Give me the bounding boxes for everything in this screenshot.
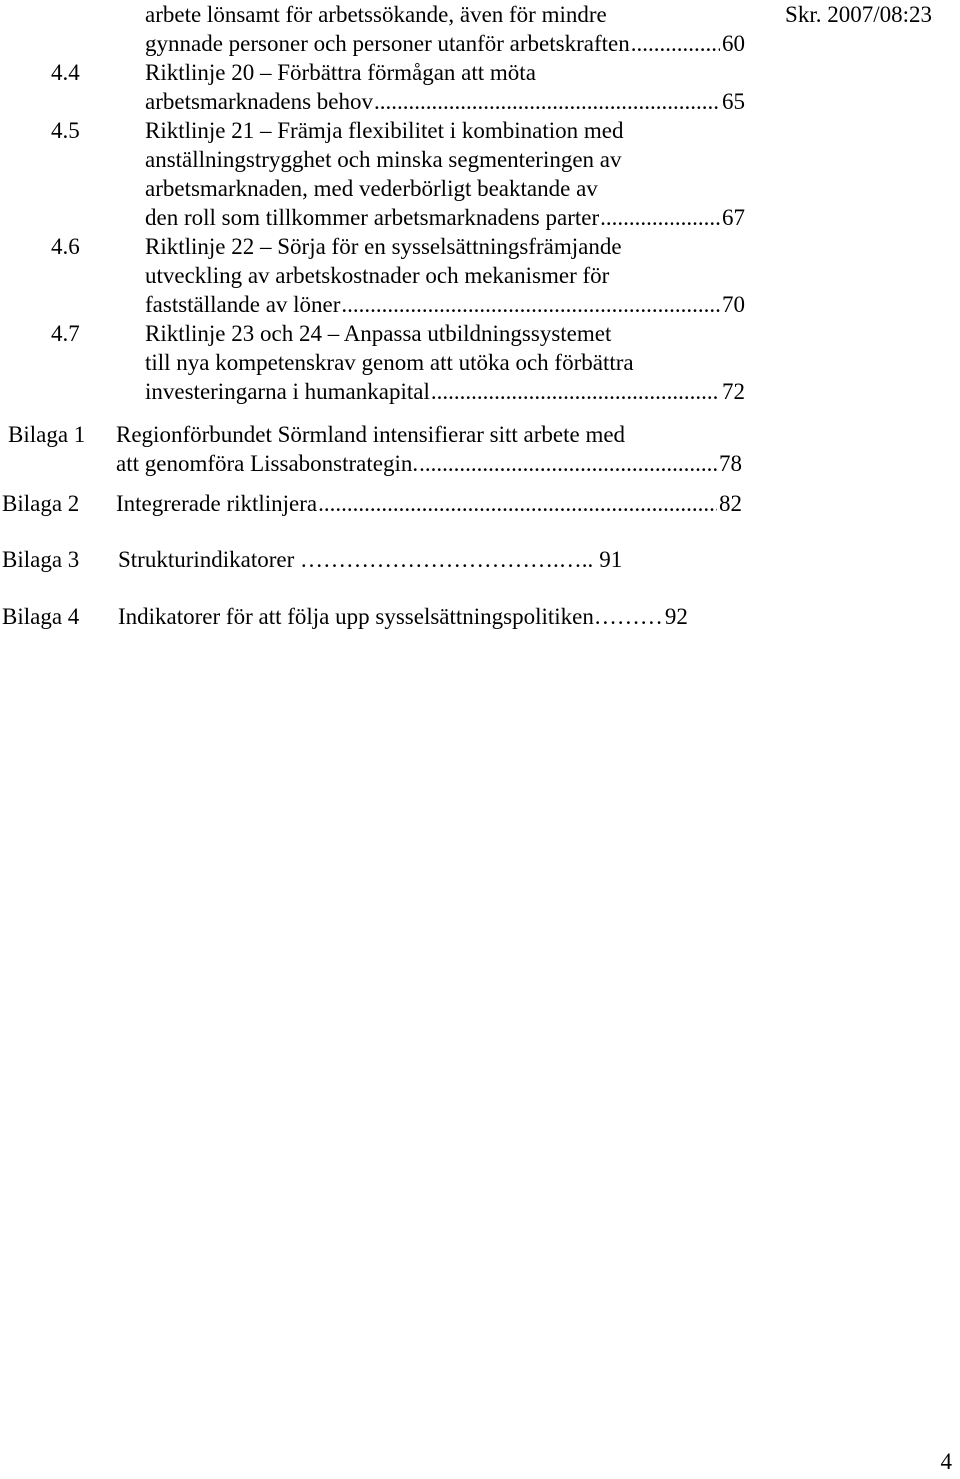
toc-entry-page: 82 [719, 491, 742, 516]
toc-entry-text [145, 319, 745, 406]
toc-entry-line: utveckling av arbetskostnader och mekanismer för [145, 263, 610, 288]
toc-entry-page: 60 [722, 31, 745, 56]
dot-leader [373, 87, 720, 116]
dot-leader [599, 203, 720, 232]
toc-entry-number: 4.7 [51, 321, 80, 346]
toc-entry-line: till nya kompetenskrav genom att utöka och förbättra [145, 350, 634, 375]
toc-entry-line: Regionförbundet Sörmland intensifierar sitt arbete med [116, 422, 626, 447]
toc-entry-title-end: gynnade personer och personer utanför arbetskraften [145, 31, 630, 56]
toc-entry-number: Bilaga 3 [2, 547, 80, 572]
toc-entry-text [118, 545, 742, 574]
dot-leader [418, 449, 717, 478]
toc-entry-title-end: fastställande av löner [145, 292, 341, 317]
toc-entry-title-end: den roll som tillkommer arbetsmarknadens parter [145, 205, 600, 230]
toc-entry-number: Bilaga 2 [2, 491, 80, 516]
toc-entry-page: 72 [722, 379, 745, 404]
toc-entry-title-end: arbetsmarknadens behov [145, 89, 374, 114]
toc-entry-text [145, 116, 745, 232]
toc-entry-line: Riktlinje 22 – Sörja för en sysselsättningsfrämjande [145, 234, 622, 259]
toc-entry-number: 4.6 [51, 234, 80, 259]
toc-entry-number: Bilaga 1 [8, 422, 86, 447]
toc-entry-line: arbete lönsamt för arbetssökande, även för mindre [145, 2, 607, 27]
toc-entry-page: 78 [719, 451, 742, 476]
page-number: 4 [940, 1449, 952, 1474]
toc-entry-text [116, 489, 742, 518]
toc-entry-page: 65 [722, 89, 745, 114]
toc-entry-page: 70 [722, 292, 745, 317]
toc-entry-number: Bilaga 4 [2, 604, 80, 629]
toc-entry-line: anställningstrygghet och minska segmenteringen av [145, 147, 622, 172]
toc-entry-title-end: investeringarna i humankapital [145, 379, 430, 404]
toc-entry-page: 67 [722, 205, 745, 230]
toc-entry-title-end: Integrerade riktlinjera [116, 491, 318, 516]
toc-entry-number: 4.5 [51, 118, 80, 143]
toc-entry-title-end: att genomföra Lissabonstrategin. [116, 451, 419, 476]
toc-entry-text [145, 0, 745, 58]
toc-entry-title-end: Strukturindikatorer …………………………….….. [118, 547, 594, 572]
toc-entry-line: Riktlinje 20 – Förbättra förmågan att möta [145, 60, 536, 85]
toc-entry-page: 92 [664, 604, 688, 629]
toc-entry-line: Riktlinje 23 och 24 – Anpassa utbildningssystemet [145, 321, 612, 346]
dot-leader [430, 377, 720, 406]
toc-entry-text [145, 58, 745, 116]
dot-leader [317, 489, 717, 518]
toc-entry-text [116, 420, 742, 478]
toc-entry-title-end: Indikatorer för att följa upp sysselsättningspolitiken……… [118, 604, 663, 629]
toc-entry-number: 4.4 [51, 60, 80, 85]
dot-leader [630, 29, 720, 58]
toc-entry-line: arbetsmarknaden, med vederbörligt beaktande av [145, 176, 598, 201]
toc-entry-text [145, 232, 745, 319]
document-reference: Skr. 2007/08:23 [785, 2, 932, 27]
toc-entry-line: Riktlinje 21 – Främja flexibilitet i kombination med [145, 118, 624, 143]
toc-entry-page: 91 [599, 547, 623, 572]
dot-leader [340, 290, 720, 319]
toc-entry-text [118, 602, 742, 631]
